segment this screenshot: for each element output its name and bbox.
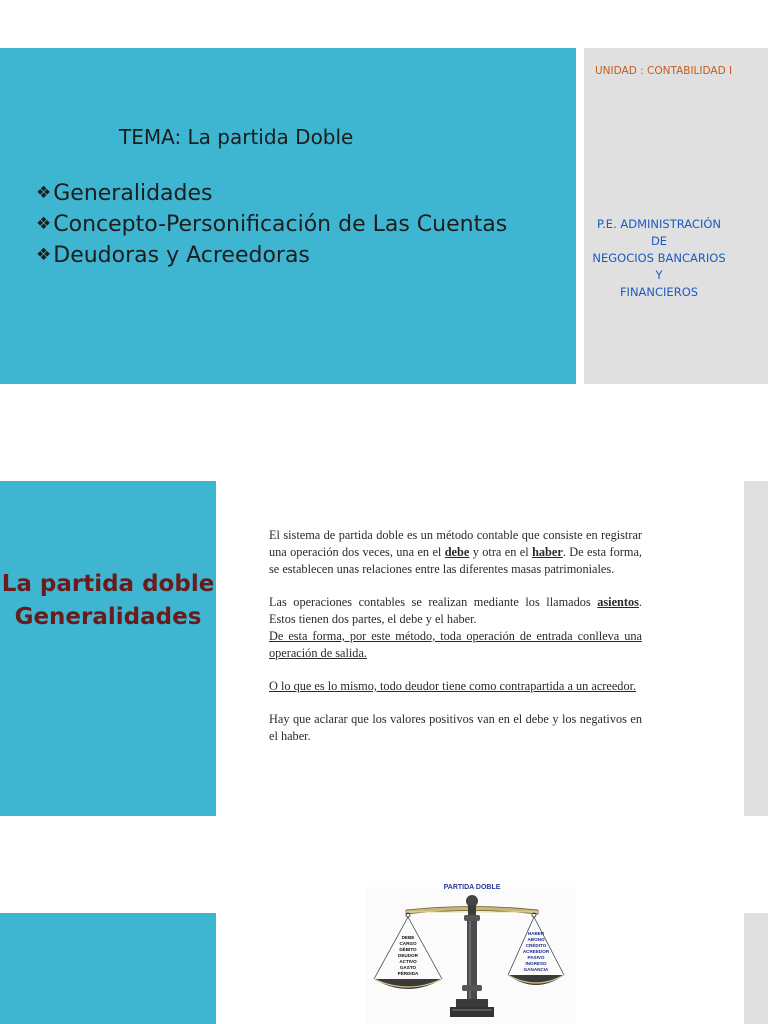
text-run: O lo que es lo mismo, todo deudor tiene como contrapartida a un acreedor.: [269, 679, 637, 693]
right-pan-label: ABONO: [527, 937, 545, 942]
unit-label: UNIDAD : CONTABILIDAD I: [595, 65, 733, 77]
balance-scale-image: [366, 877, 576, 1024]
bullet-diamond-icon: ❖: [36, 214, 52, 234]
heading-line: La partida doble: [1, 571, 215, 597]
right-pan-label: GANANCIA: [523, 967, 549, 972]
paragraph-valores: [269, 711, 642, 745]
program-line: FINANCIEROS: [619, 285, 699, 299]
right-pan-label: INGRESO: [525, 961, 547, 966]
program-line: Y: [655, 268, 663, 282]
term-debe: debe: [444, 545, 470, 559]
left-pan-label: GASTO: [399, 965, 417, 970]
slide1-title: TEMA: La partida Doble: [119, 125, 354, 149]
text-run: y otra en el: [469, 545, 533, 559]
left-pan-label: DEBE: [401, 935, 415, 940]
slide2-body-text: [269, 527, 642, 761]
left-pan-label: DEUDOR: [398, 953, 418, 958]
left-pan-label: ACTIVO: [399, 959, 417, 964]
program-name: [584, 216, 734, 301]
slide3-heading-panel: [0, 913, 216, 1024]
left-pan-label: PÉRDIDA: [397, 971, 419, 976]
paragraph-operaciones: [269, 594, 642, 628]
program-line: P.E. ADMINISTRACIÓN: [597, 217, 721, 231]
text-run: De esta forma, por este método, toda operación de entrada conlleva una operación de salida.: [269, 629, 642, 660]
paragraph-sistema: [269, 527, 642, 578]
right-pan-label: ACREEDOR: [522, 949, 550, 954]
image-title: PARTIDA DOBLE: [443, 884, 501, 891]
paragraph-deudor-acreedor: [269, 678, 642, 695]
bullet-text: Deudoras y Acreedoras: [53, 243, 310, 268]
bullet-generalidades: [36, 181, 212, 206]
bullet-text: Generalidades: [53, 181, 213, 206]
heading-line: Generalidades: [14, 604, 202, 630]
bullet-text: Concepto-Personificación de Las Cuentas: [53, 212, 508, 237]
right-pan-label: HABER: [527, 931, 545, 936]
text-run: Las operaciones contables se realizan mediante los llamados: [269, 595, 598, 609]
right-pan-label: PASIVO: [527, 955, 545, 960]
program-line: NEGOCIOS BANCARIOS: [592, 251, 726, 265]
text-run: . De esta forma, se establecen unas relaciones entre las diferentes masas patrimoniales.: [269, 545, 642, 576]
term-asientos: asientos: [597, 595, 639, 609]
left-pan-label: CARGO: [399, 941, 417, 946]
left-pan-label: DÉBITO: [399, 947, 417, 952]
term-haber: haber: [532, 545, 563, 559]
text-run: Hay que aclarar que los valores positivos van en el debe y los negativos en el haber.: [269, 712, 642, 743]
text-run: El sistema de partida doble es un método contable que consiste en registrar una operación dos veces, una en el: [269, 528, 642, 559]
slide2-heading-panel: [0, 481, 216, 816]
slide2-side-edge: [744, 481, 768, 816]
paragraph-entrada-salida: [269, 628, 642, 662]
bullet-diamond-icon: ❖: [36, 183, 52, 203]
slide3-side-edge: [744, 913, 768, 1024]
bullet-concepto: [36, 212, 507, 237]
bullet-diamond-icon: ❖: [36, 245, 52, 265]
right-pan-label: CRÉDITO: [525, 943, 547, 948]
bullet-deudoras: [36, 243, 310, 268]
text-run: . Estos tienen dos partes, el debe y el haber.: [269, 595, 642, 626]
slide2-heading: [0, 568, 216, 634]
program-line: DE: [650, 234, 668, 248]
